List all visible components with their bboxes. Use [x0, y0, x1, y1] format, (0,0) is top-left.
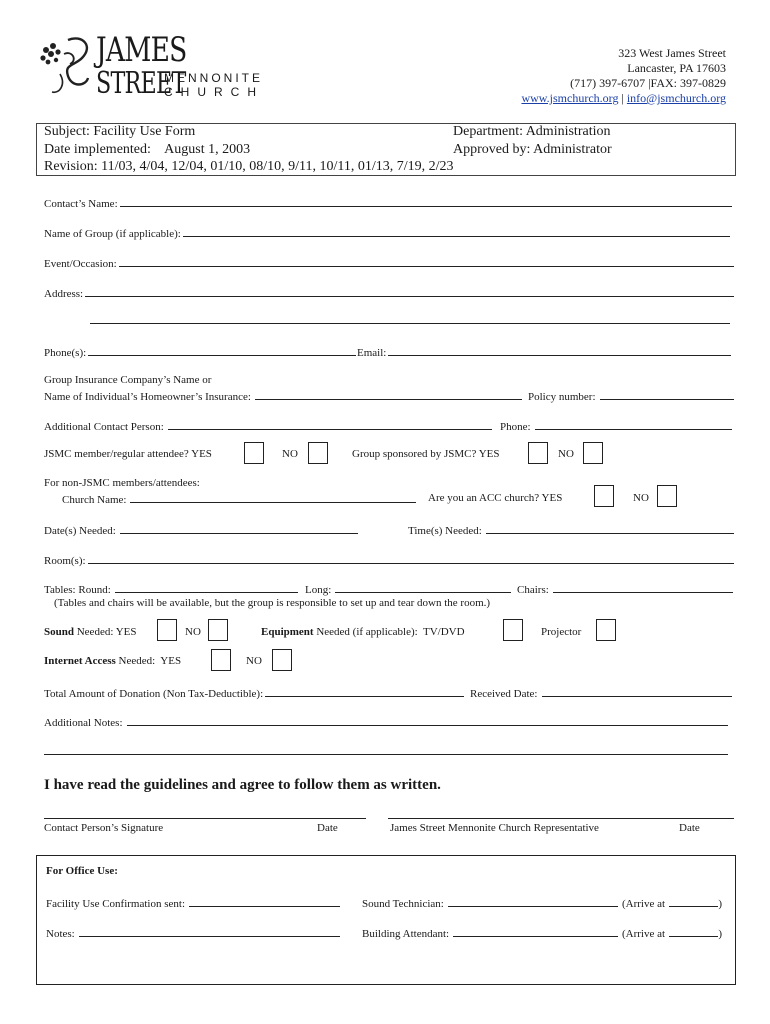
- tables-round-label: Tables: Round:: [44, 584, 111, 596]
- times-needed-line[interactable]: [486, 523, 734, 534]
- sound-arrive-label: (Arrive at: [622, 898, 666, 910]
- representative-date-label: Date: [679, 822, 700, 834]
- times-needed-label: Time(s) Needed:: [408, 525, 482, 537]
- address-separator: |: [621, 91, 624, 105]
- tables-long-field[interactable]: [305, 582, 511, 596]
- internet-no-checkbox[interactable]: [272, 649, 292, 671]
- phone-field[interactable]: [44, 345, 356, 359]
- additional-contact-label: Additional Contact Person:: [44, 421, 164, 433]
- additional-contact-line[interactable]: [168, 419, 492, 430]
- additional-phone-line[interactable]: [535, 419, 732, 430]
- event-label: Event/Occasion:: [44, 258, 117, 270]
- address-label: Address:: [44, 288, 84, 300]
- sound-no-checkbox[interactable]: [208, 619, 228, 641]
- equipment-label-bold: Equipment: [261, 626, 314, 638]
- non-jsmc-label: For non-JSMC members/attendees:: [44, 477, 200, 489]
- sound-technician-field[interactable]: [362, 896, 618, 910]
- internet-yes-checkbox[interactable]: [211, 649, 231, 671]
- times-needed-field[interactable]: [408, 523, 734, 537]
- group-name-line[interactable]: [183, 226, 730, 237]
- contact-signature-line[interactable]: [44, 808, 366, 819]
- received-date-field[interactable]: [470, 686, 732, 700]
- address-phone-fax: (717) 397-6707 |FAX: 397-0829: [570, 76, 726, 90]
- representative-signature-line[interactable]: [388, 808, 734, 819]
- jsmc-member-no-label: NO: [282, 448, 298, 460]
- additional-phone-field[interactable]: [500, 419, 732, 433]
- logo-word-james: JAMES: [96, 30, 187, 70]
- attendant-arrive-label: (Arrive at: [622, 928, 666, 940]
- rooms-field[interactable]: [44, 553, 734, 567]
- address-line-2[interactable]: [90, 313, 730, 324]
- phone-line[interactable]: [88, 345, 356, 356]
- donation-field[interactable]: [44, 686, 464, 700]
- additional-notes-field[interactable]: [44, 715, 728, 729]
- equipment-label: [261, 626, 465, 638]
- representative-label: James Street Mennonite Church Representative: [390, 822, 599, 834]
- contact-signature-label: Contact Person’s Signature: [44, 822, 164, 834]
- address-line-1[interactable]: [85, 286, 734, 297]
- tables-round-field[interactable]: [44, 582, 298, 596]
- group-sponsored-no-checkbox[interactable]: [583, 442, 603, 464]
- agreement-statement: I have read the guidelines and agree to follow them as written.: [44, 777, 441, 793]
- tables-long-line[interactable]: [335, 582, 511, 593]
- attendant-arrive-field[interactable]: [622, 926, 722, 940]
- insurance-field[interactable]: [44, 389, 522, 403]
- sound-label: [44, 626, 137, 638]
- dates-needed-label: Date(s) Needed:: [44, 525, 116, 537]
- tables-note: (Tables and chairs will be available, but the group is responsible to set up and tear down the room.): [54, 597, 491, 609]
- email-line[interactable]: [388, 345, 731, 356]
- group-sponsored-label: Group sponsored by JSMC? YES: [352, 448, 500, 460]
- sound-technician-line[interactable]: [448, 896, 618, 907]
- additional-notes-label: Additional Notes:: [44, 717, 123, 729]
- contact-date-label: Date: [317, 822, 338, 834]
- sound-technician-label: Sound Technician:: [362, 898, 444, 910]
- jsmc-member-no-checkbox[interactable]: [308, 442, 328, 464]
- contact-name-field[interactable]: [44, 196, 732, 210]
- logo-word-church: CHURCH: [164, 85, 264, 99]
- group-sponsored-no-label: NO: [558, 448, 574, 460]
- address-block: [521, 46, 726, 106]
- event-field[interactable]: [44, 256, 734, 270]
- office-notes-label: Notes:: [46, 928, 75, 940]
- address-street: 323 West James Street: [618, 46, 726, 60]
- office-notes-line[interactable]: [79, 926, 340, 937]
- received-date-line[interactable]: [542, 686, 733, 697]
- tables-long-label: Long:: [305, 584, 332, 596]
- building-attendant-label: Building Attendant:: [362, 928, 450, 940]
- equipment-label-rest: Needed (if applicable): TV/DVD: [313, 626, 465, 638]
- confirmation-field[interactable]: [46, 896, 340, 910]
- email-field[interactable]: [357, 345, 731, 359]
- contact-name-label: Contact’s Name:: [44, 198, 118, 210]
- attendant-arrive-line[interactable]: [669, 926, 718, 937]
- sound-no-label: NO: [185, 626, 201, 638]
- phone-label: Phone(s):: [44, 347, 87, 359]
- building-attendant-line[interactable]: [453, 926, 618, 937]
- office-use-title: For Office Use:: [46, 865, 118, 877]
- internet-label-rest: Needed: YES: [115, 655, 182, 667]
- tables-round-line[interactable]: [115, 582, 298, 593]
- donation-label: Total Amount of Donation (Non Tax-Deductible):: [44, 688, 264, 700]
- sound-yes-checkbox[interactable]: [157, 619, 177, 641]
- tv-dvd-checkbox[interactable]: [503, 619, 523, 641]
- donation-line[interactable]: [265, 686, 464, 697]
- acc-church-yes-checkbox[interactable]: [594, 485, 614, 507]
- internet-label: [44, 655, 181, 667]
- address-field[interactable]: [44, 286, 734, 300]
- acc-church-no-label: NO: [633, 492, 649, 504]
- jsmc-member-label: JSMC member/regular attendee? YES: [44, 448, 212, 460]
- sound-arrive-close: ): [718, 898, 722, 910]
- address-city: Lancaster, PA 17603: [627, 61, 726, 75]
- jsmc-member-yes-checkbox[interactable]: [244, 442, 264, 464]
- additional-notes-line-2[interactable]: [44, 744, 728, 755]
- additional-notes-line[interactable]: [127, 715, 728, 726]
- header-approved-by: Approved by: Administrator: [453, 142, 612, 157]
- grape-ornament-icon: [38, 34, 100, 98]
- chairs-label: Chairs:: [517, 584, 549, 596]
- sound-label-bold: Sound: [44, 626, 74, 638]
- logo-word-mennonite: MENNONITE: [164, 71, 263, 85]
- chairs-field[interactable]: [517, 582, 733, 596]
- acc-church-no-checkbox[interactable]: [657, 485, 677, 507]
- group-name-field[interactable]: [44, 226, 730, 240]
- building-attendant-field[interactable]: [362, 926, 618, 940]
- header-date-implemented: Date implemented: August 1, 2003: [44, 142, 251, 157]
- sound-arrive-line[interactable]: [669, 896, 718, 907]
- group-name-label: Name of Group (if applicable):: [44, 228, 181, 240]
- rooms-label: Room(s):: [44, 555, 86, 567]
- group-sponsored-yes-checkbox[interactable]: [528, 442, 548, 464]
- email-link[interactable]: info@jsmchurch.org: [626, 91, 726, 105]
- contact-name-line[interactable]: [120, 196, 732, 207]
- church-name-line[interactable]: [130, 492, 416, 503]
- church-logo: [38, 30, 264, 102]
- attendant-arrive-close: ): [718, 928, 722, 940]
- received-date-label: Received Date:: [470, 688, 538, 700]
- header-subject: Subject: Facility Use Form: [44, 124, 196, 139]
- additional-phone-label: Phone:: [500, 421, 531, 433]
- email-label: Email:: [357, 347, 387, 359]
- confirmation-line[interactable]: [189, 896, 340, 907]
- policy-number-line[interactable]: [600, 389, 734, 400]
- rooms-line[interactable]: [88, 553, 734, 564]
- office-use-box: [36, 855, 736, 985]
- header-revision: Revision: 11/03, 4/04, 12/04, 01/10, 08/10, 9/11, 10/11, 01/13, 7/19, 2/23: [44, 159, 454, 174]
- projector-label: Projector: [541, 626, 582, 638]
- header-department: Department: Administration: [453, 124, 611, 139]
- website-link[interactable]: www.jsmchurch.org: [521, 91, 619, 105]
- additional-contact-field[interactable]: [44, 419, 492, 433]
- insurance-label-line1: Group Insurance Company’s Name or: [44, 374, 212, 386]
- internet-label-bold: Internet Access: [44, 655, 116, 667]
- internet-no-label: NO: [246, 655, 262, 667]
- church-name-field[interactable]: [62, 492, 416, 506]
- office-notes-field[interactable]: [46, 926, 340, 940]
- sound-label-rest: Needed: YES: [73, 626, 137, 638]
- insurance-label-line2: Name of Individual’s Homeowner’s Insurance:: [44, 391, 251, 403]
- policy-number-label: Policy number:: [528, 391, 596, 403]
- church-name-label: Church Name:: [62, 494, 127, 506]
- projector-checkbox[interactable]: [596, 619, 616, 641]
- event-line[interactable]: [119, 256, 734, 267]
- sound-arrive-field[interactable]: [622, 896, 722, 910]
- acc-church-label: Are you an ACC church? YES: [428, 492, 563, 504]
- dates-needed-line[interactable]: [120, 523, 358, 534]
- insurance-line[interactable]: [255, 389, 522, 400]
- chairs-line[interactable]: [553, 582, 733, 593]
- policy-number-field[interactable]: [528, 389, 734, 403]
- dates-needed-field[interactable]: [44, 523, 358, 537]
- logo-word-street: STREET: [96, 66, 186, 101]
- confirmation-label: Facility Use Confirmation sent:: [46, 898, 186, 910]
